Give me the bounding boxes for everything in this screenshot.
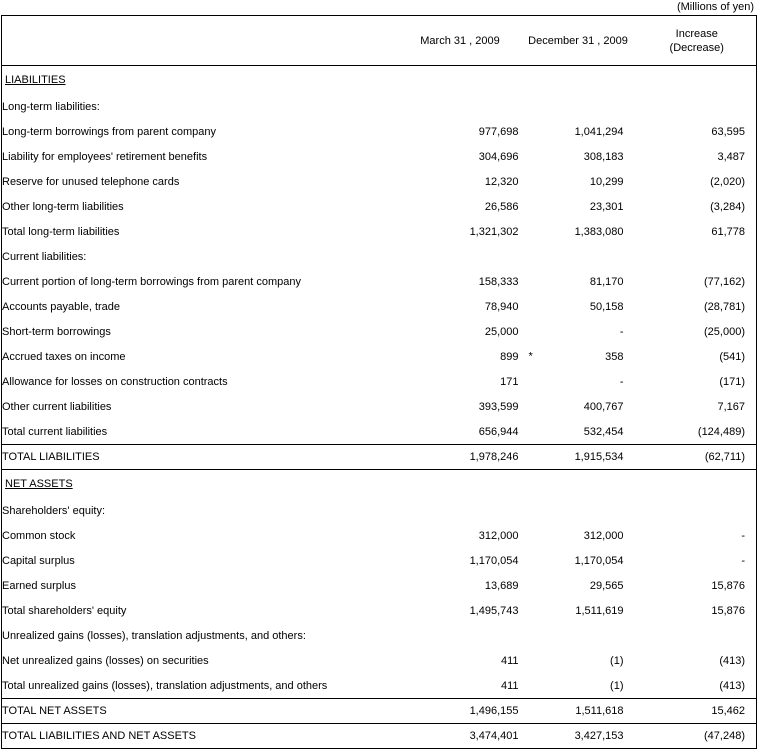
header-col-increase bbox=[638, 16, 757, 66]
row-value-march: 977,698 bbox=[402, 120, 519, 145]
row-value-increase: (124,489) bbox=[638, 420, 757, 445]
table-row bbox=[2, 220, 757, 245]
table-row bbox=[2, 599, 757, 624]
table-row bbox=[2, 395, 757, 420]
total-liabilities-and-net-assets-row bbox=[2, 724, 757, 749]
row-label: Earned surplus bbox=[2, 574, 402, 599]
row-value-march: 158,333 bbox=[402, 270, 519, 295]
row-value-december: - bbox=[519, 370, 638, 395]
row-value-increase: (541) bbox=[638, 345, 757, 370]
row-value-december: 400,767 bbox=[519, 395, 638, 420]
table-row bbox=[2, 370, 757, 395]
row-value-december: 29,565 bbox=[519, 574, 638, 599]
row-label: Short-term borrowings bbox=[2, 320, 402, 345]
row-value-increase: - bbox=[638, 549, 757, 574]
row-value-increase: (77,162) bbox=[638, 270, 757, 295]
row-value-march: 3,474,401 bbox=[402, 724, 519, 749]
group-header-row bbox=[2, 624, 757, 649]
row-value-march: 25,000 bbox=[402, 320, 519, 345]
table-row bbox=[2, 674, 757, 699]
row-value-march: 1,496,155 bbox=[402, 699, 519, 724]
row-value-increase: 15,876 bbox=[638, 599, 757, 624]
header-col-increase-line1: Increase bbox=[675, 27, 718, 40]
row-value-december: 23,301 bbox=[519, 195, 638, 220]
table-row bbox=[2, 574, 757, 599]
row-value-december: 81,170 bbox=[519, 270, 638, 295]
row-label: TOTAL LIABILITIES AND NET ASSETS bbox=[2, 724, 402, 749]
row-value-december: 308,183 bbox=[519, 145, 638, 170]
row-label: Total unrealized gains (losses), translation adjustments, and others bbox=[2, 674, 402, 699]
row-label: Liability for employees' retirement benefits bbox=[2, 145, 402, 170]
header-col-increase-line2: (Decrease) bbox=[669, 41, 724, 54]
row-value-december: 1,041,294 bbox=[519, 120, 638, 145]
row-label: Common stock bbox=[2, 524, 402, 549]
section-net-assets-row bbox=[2, 470, 757, 499]
row-value-december: 3,427,153 bbox=[519, 724, 638, 749]
row-value-december: 1,511,618 bbox=[519, 699, 638, 724]
table-row bbox=[2, 420, 757, 445]
row-value-march: 1,978,246 bbox=[402, 445, 519, 470]
blank-cell bbox=[519, 95, 638, 120]
row-value-increase: 61,778 bbox=[638, 220, 757, 245]
blank-cell bbox=[402, 624, 519, 649]
row-value-increase: (413) bbox=[638, 674, 757, 699]
header-col-december: December 31 , 2009 bbox=[519, 16, 638, 66]
row-value-december: 50,158 bbox=[519, 295, 638, 320]
blank-cell bbox=[638, 470, 757, 499]
row-label: Current portion of long-term borrowings from parent company bbox=[2, 270, 402, 295]
row-label: Other current liabilities bbox=[2, 395, 402, 420]
blank-cell bbox=[519, 624, 638, 649]
table-header-row bbox=[2, 16, 757, 66]
row-value-december: 312,000 bbox=[519, 524, 638, 549]
row-value-december: 1,170,054 bbox=[519, 549, 638, 574]
table-row bbox=[2, 270, 757, 295]
group-header-row bbox=[2, 245, 757, 270]
row-value-december-cell bbox=[519, 345, 638, 370]
group-header-row bbox=[2, 95, 757, 120]
table-row bbox=[2, 295, 757, 320]
row-value-december: 1,383,080 bbox=[519, 220, 638, 245]
row-value-increase: (413) bbox=[638, 649, 757, 674]
group-long-term-liabilities: Long-term liabilities: bbox=[2, 95, 402, 120]
row-value-increase: (47,248) bbox=[638, 724, 757, 749]
group-unrealized-gains: Unrealized gains (losses), translation adjustments, and others: bbox=[2, 624, 402, 649]
group-header-row bbox=[2, 499, 757, 524]
row-value-increase: (62,711) bbox=[638, 445, 757, 470]
row-value-march: 899 bbox=[402, 345, 519, 370]
row-value-increase: 7,167 bbox=[638, 395, 757, 420]
row-value-march: 171 bbox=[402, 370, 519, 395]
row-value-increase: (25,000) bbox=[638, 320, 757, 345]
row-value-march: 393,599 bbox=[402, 395, 519, 420]
row-value-march: 304,696 bbox=[402, 145, 519, 170]
row-label: Net unrealized gains (losses) on securities bbox=[2, 649, 402, 674]
row-value-march: 1,321,302 bbox=[402, 220, 519, 245]
blank-cell bbox=[519, 499, 638, 524]
blank-cell bbox=[519, 245, 638, 270]
row-value-december: 532,454 bbox=[519, 420, 638, 445]
blank-cell bbox=[638, 66, 757, 95]
blank-cell bbox=[519, 66, 638, 95]
unit-note: (Millions of yen) bbox=[676, 1, 754, 13]
row-value-december: 1,511,619 bbox=[519, 599, 638, 624]
blank-cell bbox=[402, 95, 519, 120]
footnote-asterisk-icon: * bbox=[528, 350, 533, 363]
row-label: Allowance for losses on construction contracts bbox=[2, 370, 402, 395]
row-label: Long-term borrowings from parent company bbox=[2, 120, 402, 145]
table-row bbox=[2, 345, 757, 370]
row-label: Accounts payable, trade bbox=[2, 295, 402, 320]
blank-cell bbox=[402, 245, 519, 270]
blank-cell bbox=[638, 95, 757, 120]
row-value-december: 10,299 bbox=[519, 170, 638, 195]
row-value-increase: (2,020) bbox=[638, 170, 757, 195]
row-value-march: 1,495,743 bbox=[402, 599, 519, 624]
row-value-increase: 15,462 bbox=[638, 699, 757, 724]
row-value-march: 312,000 bbox=[402, 524, 519, 549]
row-value-increase: 3,487 bbox=[638, 145, 757, 170]
row-value-march: 26,586 bbox=[402, 195, 519, 220]
section-title-net-assets: NET ASSETS bbox=[5, 478, 73, 491]
table-row bbox=[2, 195, 757, 220]
row-value-december: (1) bbox=[519, 674, 638, 699]
table-row bbox=[2, 524, 757, 549]
row-label: TOTAL NET ASSETS bbox=[2, 699, 402, 724]
row-label: Reserve for unused telephone cards bbox=[2, 170, 402, 195]
section-title-liabilities: LIABILITIES bbox=[5, 74, 66, 87]
table-row bbox=[2, 649, 757, 674]
row-value-december: 358 bbox=[605, 351, 624, 363]
row-label: Accrued taxes on income bbox=[2, 345, 402, 370]
table-row bbox=[2, 549, 757, 574]
blank-cell bbox=[638, 499, 757, 524]
row-label: Capital surplus bbox=[2, 549, 402, 574]
row-value-december: (1) bbox=[519, 649, 638, 674]
group-shareholders-equity: Shareholders' equity: bbox=[2, 499, 402, 524]
blank-cell bbox=[638, 624, 757, 649]
section-liabilities-row bbox=[2, 66, 757, 95]
row-label: Total current liabilities bbox=[2, 420, 402, 445]
blank-cell bbox=[638, 245, 757, 270]
row-value-march: 13,689 bbox=[402, 574, 519, 599]
total-net-assets-row bbox=[2, 699, 757, 724]
table-row bbox=[2, 170, 757, 195]
table-row bbox=[2, 120, 757, 145]
blank-cell bbox=[402, 66, 519, 95]
row-value-march: 656,944 bbox=[402, 420, 519, 445]
total-liabilities-row bbox=[2, 445, 757, 470]
row-value-march: 12,320 bbox=[402, 170, 519, 195]
row-label: Total long-term liabilities bbox=[2, 220, 402, 245]
blank-cell bbox=[402, 470, 519, 499]
header-label-cell bbox=[2, 16, 402, 66]
row-value-march: 1,170,054 bbox=[402, 549, 519, 574]
row-value-increase: (3,284) bbox=[638, 195, 757, 220]
row-value-increase: 63,595 bbox=[638, 120, 757, 145]
row-value-december: 1,915,534 bbox=[519, 445, 638, 470]
row-value-increase: - bbox=[638, 524, 757, 549]
row-value-march: 78,940 bbox=[402, 295, 519, 320]
group-current-liabilities: Current liabilities: bbox=[2, 245, 402, 270]
row-value-increase: (28,781) bbox=[638, 295, 757, 320]
blank-cell bbox=[519, 470, 638, 499]
row-value-december: - bbox=[519, 320, 638, 345]
balance-sheet-table bbox=[1, 15, 757, 749]
row-value-increase: 15,876 bbox=[638, 574, 757, 599]
row-value-increase: (171) bbox=[638, 370, 757, 395]
row-value-march: 411 bbox=[402, 674, 519, 699]
table-row bbox=[2, 320, 757, 345]
blank-cell bbox=[402, 499, 519, 524]
row-label: Total shareholders' equity bbox=[2, 599, 402, 624]
table-row bbox=[2, 145, 757, 170]
row-label: Other long-term liabilities bbox=[2, 195, 402, 220]
row-label: TOTAL LIABILITIES bbox=[2, 445, 402, 470]
row-value-march: 411 bbox=[402, 649, 519, 674]
header-col-march: March 31 , 2009 bbox=[402, 16, 519, 66]
